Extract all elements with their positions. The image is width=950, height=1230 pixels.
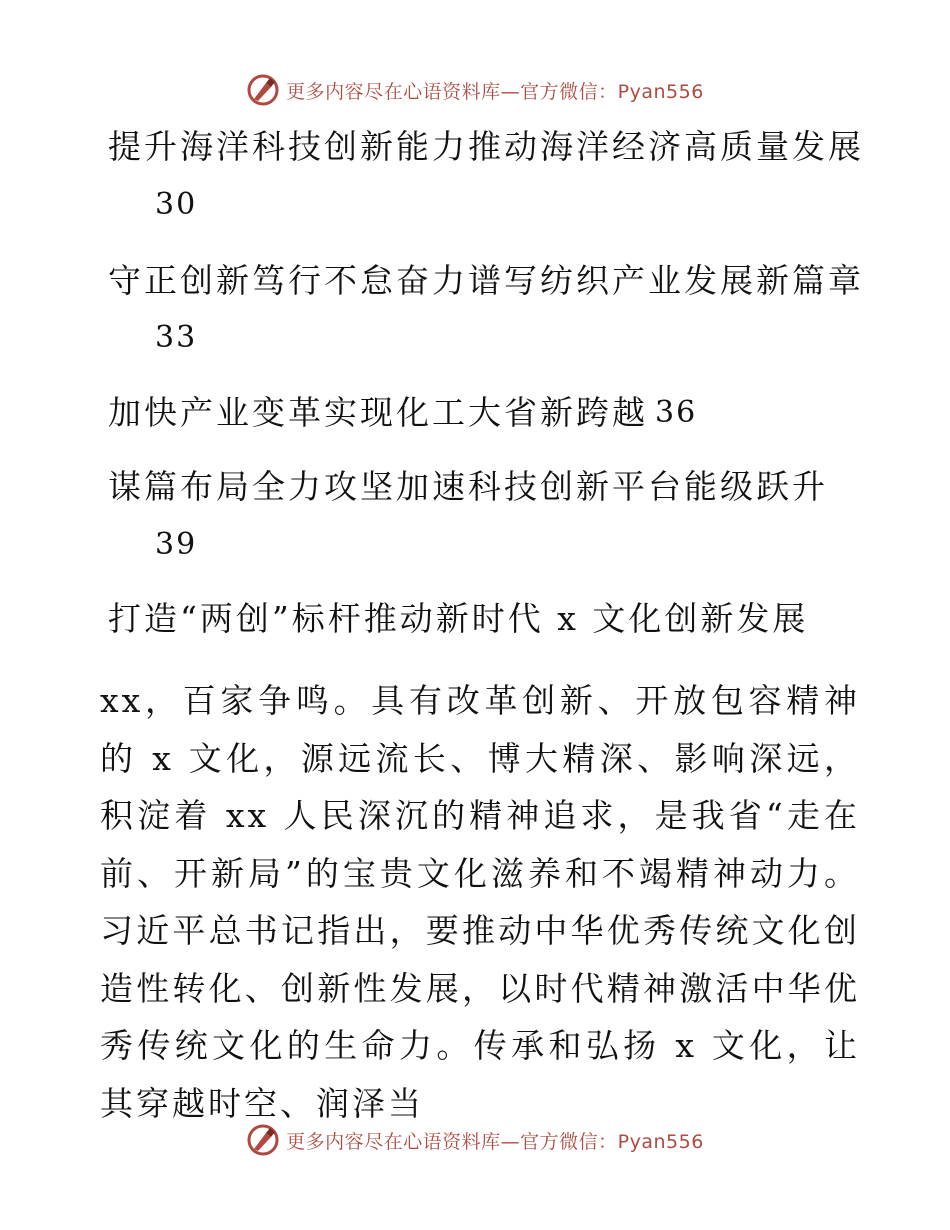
footer-banner-text: 更多内容尽在心语资料库—官方微信：Pyan556 [286, 1130, 704, 1153]
pen-logo-icon [246, 1123, 280, 1157]
article-title: 打造“两创”标杆推动新时代 x 文化创新发展 [108, 599, 809, 638]
header-banner-text: 更多内容尽在心语资料库—官方微信：Pyan556 [286, 80, 704, 103]
toc-entry-title: 加快产业变革实现化工大省新跨越 [108, 393, 648, 432]
toc-entry-title: 守正创新笃行不怠奋力谱写纺织产业发展新篇章 [108, 261, 864, 300]
toc-entry-page: 33 [155, 320, 198, 355]
toc-entry-title: 谋篇布局全力攻坚加速科技创新平台能级跃升 [108, 467, 828, 506]
toc-entry-page: 36 [655, 395, 698, 430]
toc-entry-page: 30 [155, 187, 198, 222]
article-body: xx，百家争鸣。具有改革创新、开放包容精神的 x 文化，源远流长、博大精深、影响深远，积淀着 xx 人民深沉的精神追求，是我省“走在前、开新局”的宝贵文化滋养和不竭精神动力。习近平总书记指出，要推动中华优秀传统文化创造性转化、创新性发展，以时代精神激活中华优秀传统文化的生命力。传承和弘扬 x 文化，让其穿越时空、润泽当 [100, 681, 860, 1123]
footer-banner [0, 1120, 950, 1160]
toc-entry-title: 提升海洋科技创新能力推动海洋经济高质量发展 [108, 127, 864, 166]
toc-entry-page: 39 [155, 527, 198, 562]
